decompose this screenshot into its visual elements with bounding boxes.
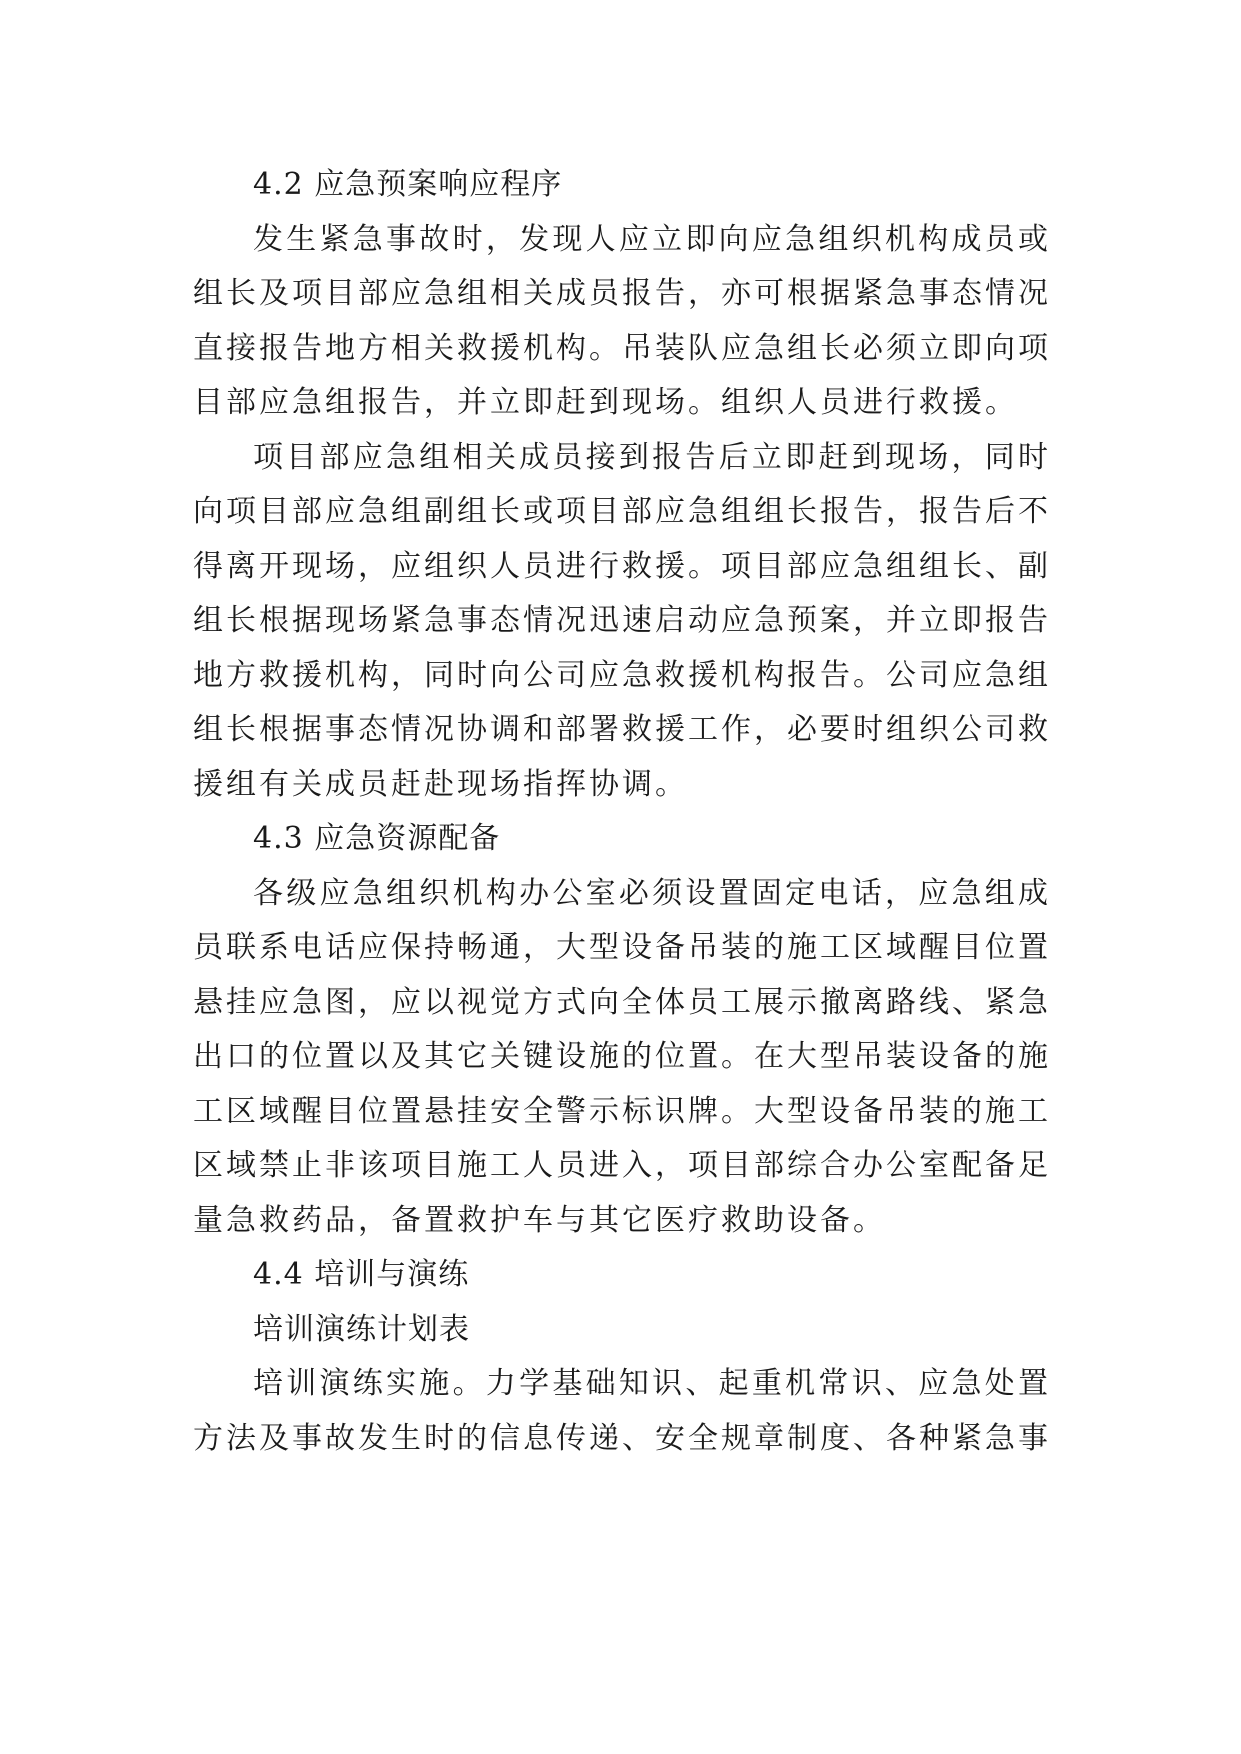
section-heading-4-4: 4.4 培训与演练 (253, 1257, 470, 1292)
section-heading-4-3: 4.3 应急资源配备 (253, 821, 501, 856)
paragraph-project-response: 项目部应急组相关成员接到报告后立即赶到现场，同时向项目部应急组副组长或项目部应急组组长报告，报告后不得离开现场，应组织人员进行救援。项目部应急组组长、副组长根据现场紧急事态情况迅速启动应急预案，并立即报告地方救援机构，同时向公司应急救援机构报告。公司应急组组长根据事态情况协调和部署救援工作，必要时组织公司救援组有关成员赶赴现场指挥协调。 (193, 439, 1051, 802)
paragraph-emergency-report: 发生紧急事故时，发现人应立即向应急组织机构成员或组长及项目部应急组相关成员报告，亦可根据紧急事态情况直接报告地方相关救援机构。吊装队应急组长必须立即向项目部应急组报告，并立即赶到现场。组织人员进行救援。 (193, 221, 1051, 420)
paragraph-resources: 各级应急组织机构办公室必须设置固定电话，应急组成员联系电话应保持畅通，大型设备吊装的施工区域醒目位置悬挂应急图，应以视觉方式向全体员工展示撤离路线、紧急出口的位置以及其它关键设施的位置。在大型吊装设备的施工区域醒目位置悬挂安全警示标识牌。大型设备吊装的施工区域禁止非该项目施工人员进入，项目部综合办公室配备足量急救药品，备置救护车与其它医疗救助设备。 (193, 875, 1051, 1238)
subheading-training-plan: 培训演练计划表 (253, 1311, 470, 1347)
document-body (193, 158, 1051, 1466)
paragraph-training-implementation: 培训演练实施。力学基础知识、起重机常识、应急处置方法及事故发生时的信息传递、安全规章制度、各种紧急事 (193, 1366, 1051, 1456)
section-heading-4-2: 4.2 应急预案响应程序 (253, 167, 563, 202)
